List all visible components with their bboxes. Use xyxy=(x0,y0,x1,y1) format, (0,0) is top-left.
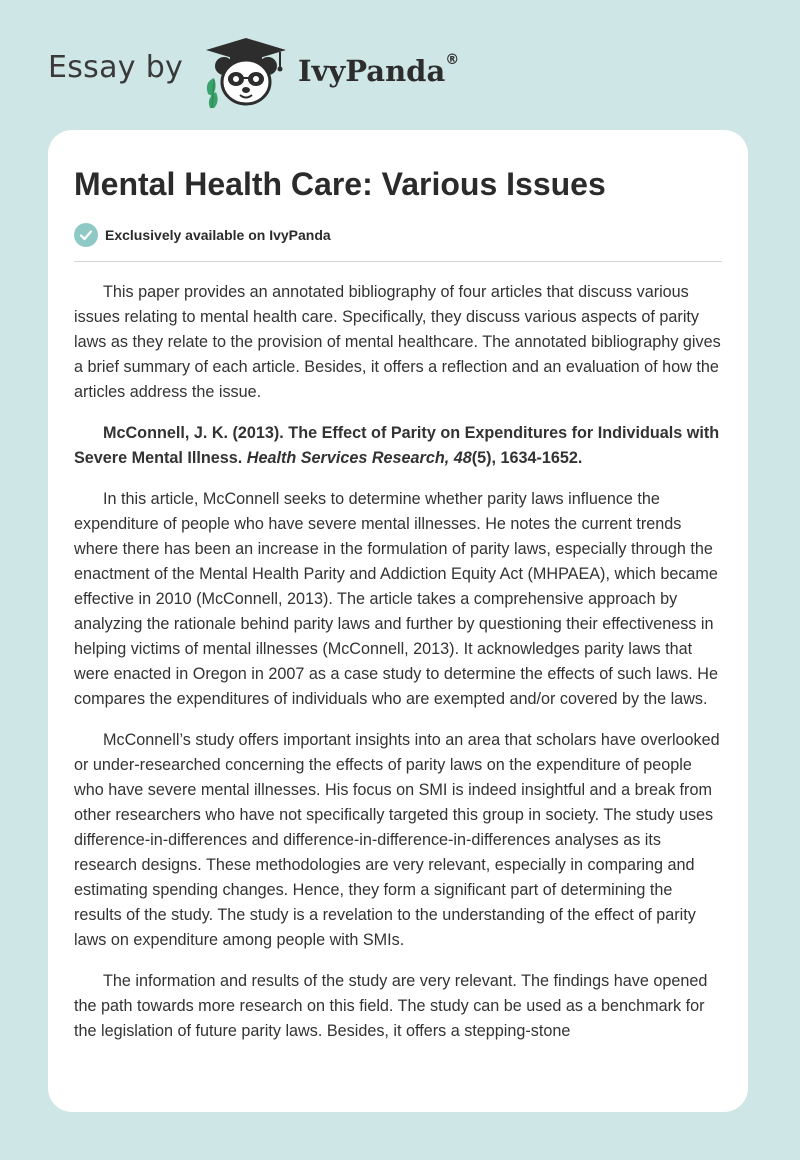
page-title: Mental Health Care: Various Issues xyxy=(74,166,606,202)
brand-text: IvyPanda xyxy=(298,54,446,88)
exclusive-badge-label: Exclusively available on IvyPanda xyxy=(105,227,331,243)
intro-paragraph: This paper provides an annotated bibliography of four articles that discuss various issues relating to mental health care. Specifically, they discuss various aspects of parity laws as they relate to the provision of mental healthcare. The annotated bibliography gives a brief summary of each article. Besides, it offers a reflection and an evaluation of how the articles address the issue. xyxy=(74,283,721,401)
reference-journal: Health Services Research, 48 xyxy=(246,449,472,467)
reflection-paragraph: The information and results of the study are very relevant. The findings have opened the path towards more research on this field. The study can be used as a benchmark for the legislation of future parity laws. Besides, it offers a stepping-stone xyxy=(74,972,708,1040)
evaluation-paragraph: McConnell’s study offers important insights into an area that scholars have overlooked or under-researched concerning the effects of parity laws on the expenditure of people who have severe mental illnesses. His focus on SMI is indeed insightful and a break from other researchers who have not specifically targeted this group in society. The study uses difference-in-differences and difference-in-difference-in-differences analyses as its research designs. These methodologies are very relevant, especially in comparing and estimating spending changes. Hence, they form a significant part of determining the results of the study. The study is a revelation to the understanding of the effect of parity laws on expenditure among people with SMIs. xyxy=(74,731,720,949)
registered-mark: ® xyxy=(445,52,460,69)
essay-by-label: Essay by xyxy=(48,50,184,85)
divider xyxy=(74,261,722,262)
summary-paragraph: In this article, McConnell seeks to determine whether parity laws influence the expenditure of people who have severe mental illnesses. He notes the current trends where there has been an increase in the formulation of parity laws, especially through the enactment of the Mental Health Parity and Addiction Equity Act (MHPAEA), which became effective in 2010 (McConnell, 2013). The article takes a comprehensive approach by analyzing the rationale behind parity laws and further by questioning their effectiveness in helping victims of mental illnesses (McConnell, 2013). It acknowledges parity laws that were enacted in Oregon in 2007 as a case study to determine the effects of such laws. He compares the expenditures of individuals who are exempted and/or covered by the laws. xyxy=(74,490,718,708)
essay-card xyxy=(48,130,748,1112)
exclusive-badge xyxy=(74,222,331,248)
reference-authors-title: McConnell, J. K. (2013). The Effect of Parity on Expenditures for Individuals with Severe Mental Illness. xyxy=(74,424,720,467)
site-header xyxy=(0,0,800,130)
brand-name[interactable] xyxy=(298,54,459,88)
reference-issue-pages: (5), 1634-1652. xyxy=(471,449,583,467)
check-circle-icon xyxy=(74,223,98,247)
reference-entry xyxy=(74,421,724,471)
panda-graduate-icon xyxy=(200,34,292,110)
essay-body xyxy=(74,280,724,1060)
